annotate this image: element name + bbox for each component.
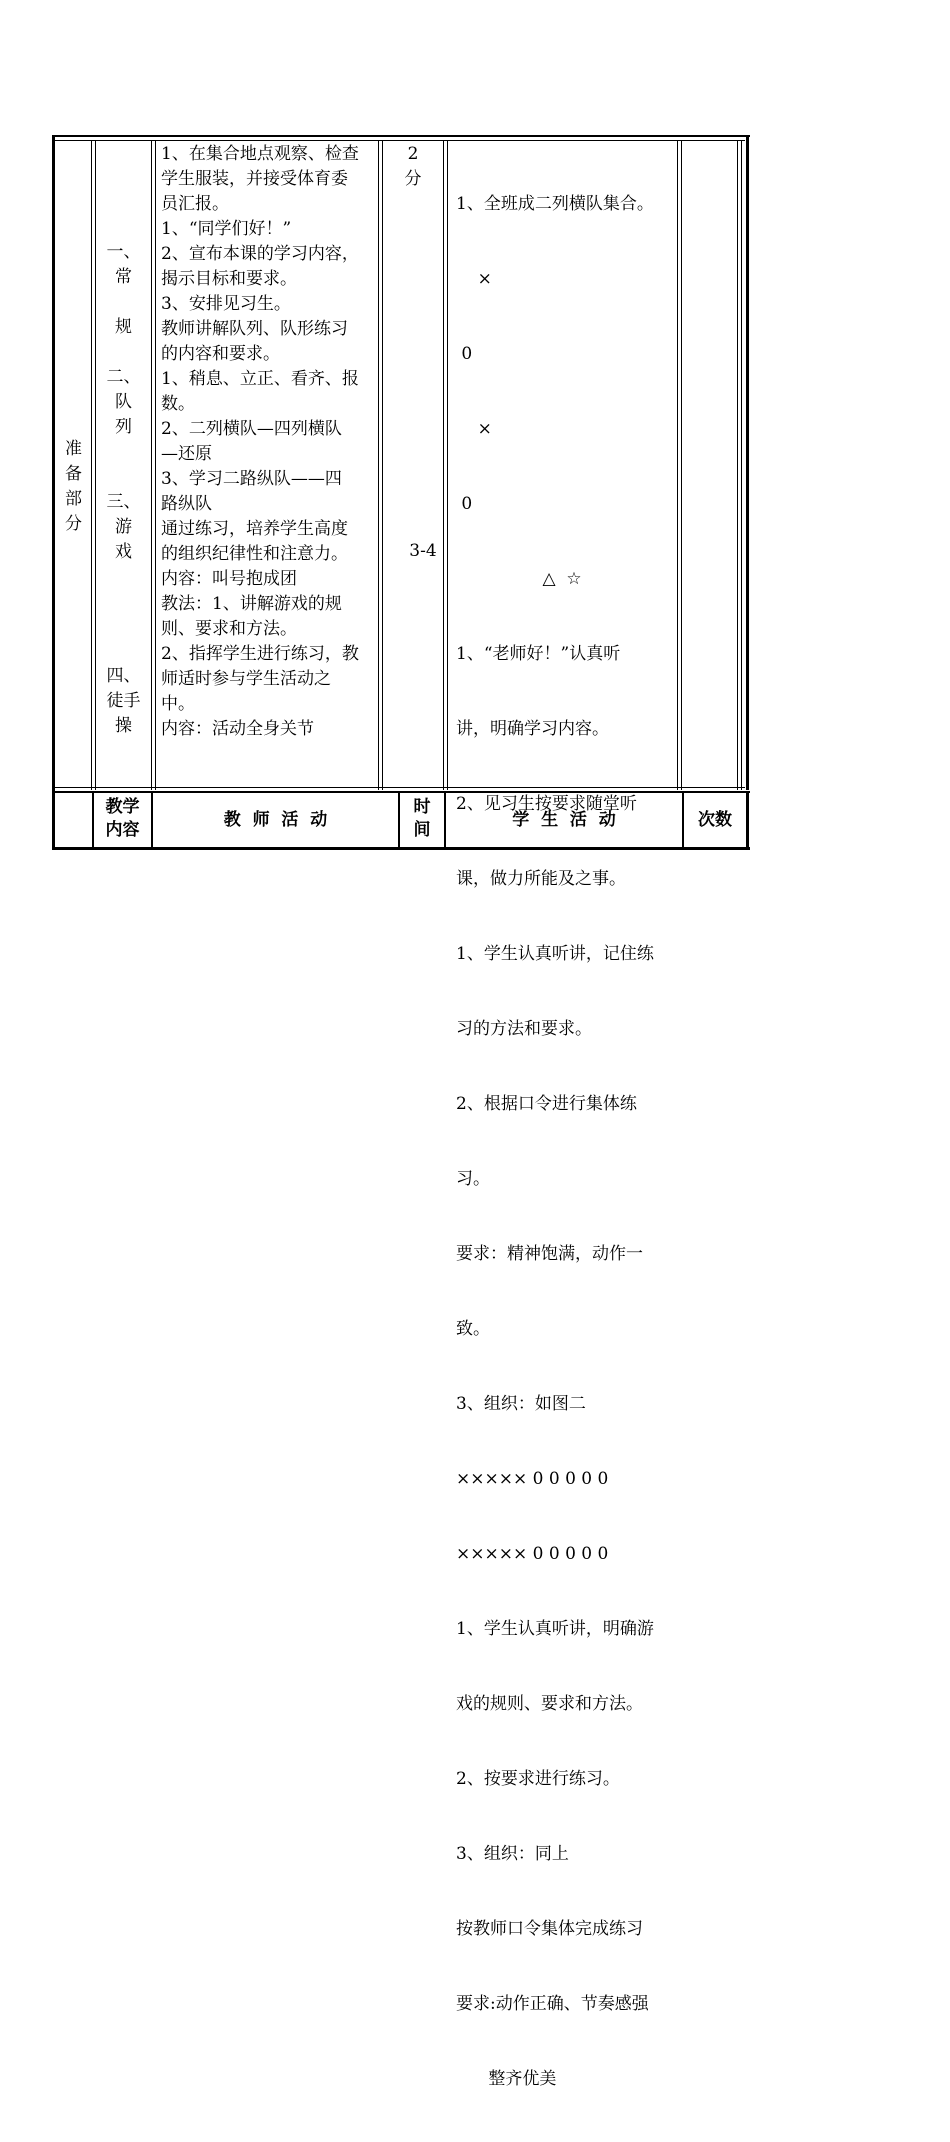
content-line: 二、 [106,367,141,387]
header-time-line: 间 [413,820,431,840]
col-divider [155,140,156,790]
content-line: 队 [115,392,132,412]
teacher-line: 2、指挥学生进行练习，教 [161,644,359,664]
content-line: 三、 [106,492,141,512]
teacher-line: 3、学习二路纵队——四 [161,469,342,489]
header-count: 次数 [698,810,732,830]
teacher-line: 1、稍息、立正、看齐、报 [161,369,359,389]
student-line: 习的方法和要求。 [456,1019,592,1039]
student-line: 2、按要求进行练习。 [456,1769,620,1789]
col-divider [378,140,379,790]
teacher-line: 揭示目标和要求。 [161,269,297,289]
student-line: △ ☆ [456,569,582,589]
content-line: 常 [115,267,132,287]
time-first [384,142,442,192]
content-item-routine [96,240,151,340]
content-line: 列 [115,417,132,437]
teacher-line: 的组织纪律性和注意力。 [161,544,348,564]
student-line: 致。 [456,1319,490,1339]
header-border-right [746,791,749,849]
student-line: 0 [456,494,473,514]
col-divider [443,140,444,790]
teacher-line: 学生服装，并接受体育委 [161,169,348,189]
teacher-line: 中。 [161,694,195,714]
table-border-top [52,135,750,137]
teacher-line: 路纵队 [161,494,212,514]
student-line: 按教师口令集体完成练习 [456,1919,643,1939]
teacher-line: 数。 [161,394,195,414]
content-line: 戏 [115,542,132,562]
col-divider [91,140,92,790]
content-line: 规 [115,317,132,337]
student-line: 2、见习生按要求随堂听 [456,794,637,814]
col-divider [681,140,682,790]
section-label-char: 备 [65,464,82,484]
content-line: 一、 [106,242,141,262]
teacher-line: 通过练习，培养学生高度 [161,519,348,539]
section-label-char: 部 [65,489,82,509]
content-line: 游 [115,517,132,537]
time-value: 3-4 [409,541,437,561]
section-label-char: 准 [65,439,82,459]
teacher-activity-text [161,142,378,742]
teacher-line: 内容：叫号抱成团 [161,569,297,589]
teacher-line: 3、安排见习生。 [161,294,291,314]
student-line: ××××× 0 0 0 0 0 [456,1544,609,1564]
student-line: 要求：精神饱满，动作一 [456,1244,643,1264]
student-line: 0 [456,344,473,364]
student-line: 习。 [456,1169,490,1189]
col-divider [447,140,448,790]
row-divider [55,140,745,141]
header-teacher-activity: 教 师 活 动 [223,810,328,830]
student-line: 1、“老师好！”认真听 [456,644,621,664]
student-line: 整齐优美 [456,2069,557,2089]
col-divider [741,140,742,790]
header-content-line: 内容 [105,820,140,840]
student-line: 要求:动作正确、节奏感强 [456,1994,649,2014]
header-content-line: 教学 [105,797,140,817]
student-line: 1、全班成二列横队集合。 [456,194,654,214]
content-line: 操 [115,716,132,736]
col-divider [151,140,152,790]
student-line: 1、学生认真听讲，记住练 [456,944,654,964]
student-line: × [456,269,492,289]
student-line: 1、学生认真听讲，明确游 [456,1619,654,1639]
teacher-line: 2、宣布本课的学习内容， [161,244,359,264]
time-value: 2 [407,144,419,164]
content-item-game [96,490,151,565]
col-divider [382,140,383,790]
header-time [400,796,444,842]
content-line: 四、 [106,666,141,686]
time-unit: 分 [404,169,422,189]
time-second [394,539,452,564]
student-line: 戏的规则、要求和方法。 [456,1694,643,1714]
content-item-exercise [96,664,151,739]
teacher-line: 教师讲解队列、队形练习 [161,319,348,339]
teacher-line: 的内容和要求。 [161,344,280,364]
student-line: 课，做力所能及之事。 [456,869,626,889]
teacher-line: 1、“同学们好！” [161,219,292,239]
section-label [56,437,91,537]
teacher-line: 1、在集合地点观察、检查 [161,144,359,164]
col-divider [737,140,738,790]
content-line [96,290,151,315]
content-line: 徒手 [106,691,141,711]
teacher-line: 2、二列横队—四列横队 [161,419,342,439]
teacher-line: 则、要求和方法。 [161,619,297,639]
student-line: × [456,419,492,439]
header-content [94,796,151,842]
table-border-left [52,135,55,850]
table-border-right [746,135,749,790]
teacher-line: 师适时参与学生活动之 [161,669,331,689]
teacher-line: 内容：活动全身关节 [161,719,314,739]
student-line: 3、组织：如图二 [456,1394,586,1414]
teacher-line: —还原 [161,444,212,464]
student-activity-text [456,142,678,2142]
teacher-line: 员汇报。 [161,194,229,214]
teacher-line: 教法：1、讲解游戏的规 [161,594,342,614]
content-item-formation [96,365,151,440]
student-line: 2、根据口令进行集体练 [456,1094,637,1114]
student-line: 3、组织：同上 [456,1844,569,1864]
student-line: ××××× 0 0 0 0 0 [456,1469,609,1489]
student-line: 讲，明确学习内容。 [456,719,609,739]
header-time-line: 时 [413,797,431,817]
header-student-activity: 学 生 活 动 [512,810,616,830]
section-label-char: 分 [65,514,82,534]
